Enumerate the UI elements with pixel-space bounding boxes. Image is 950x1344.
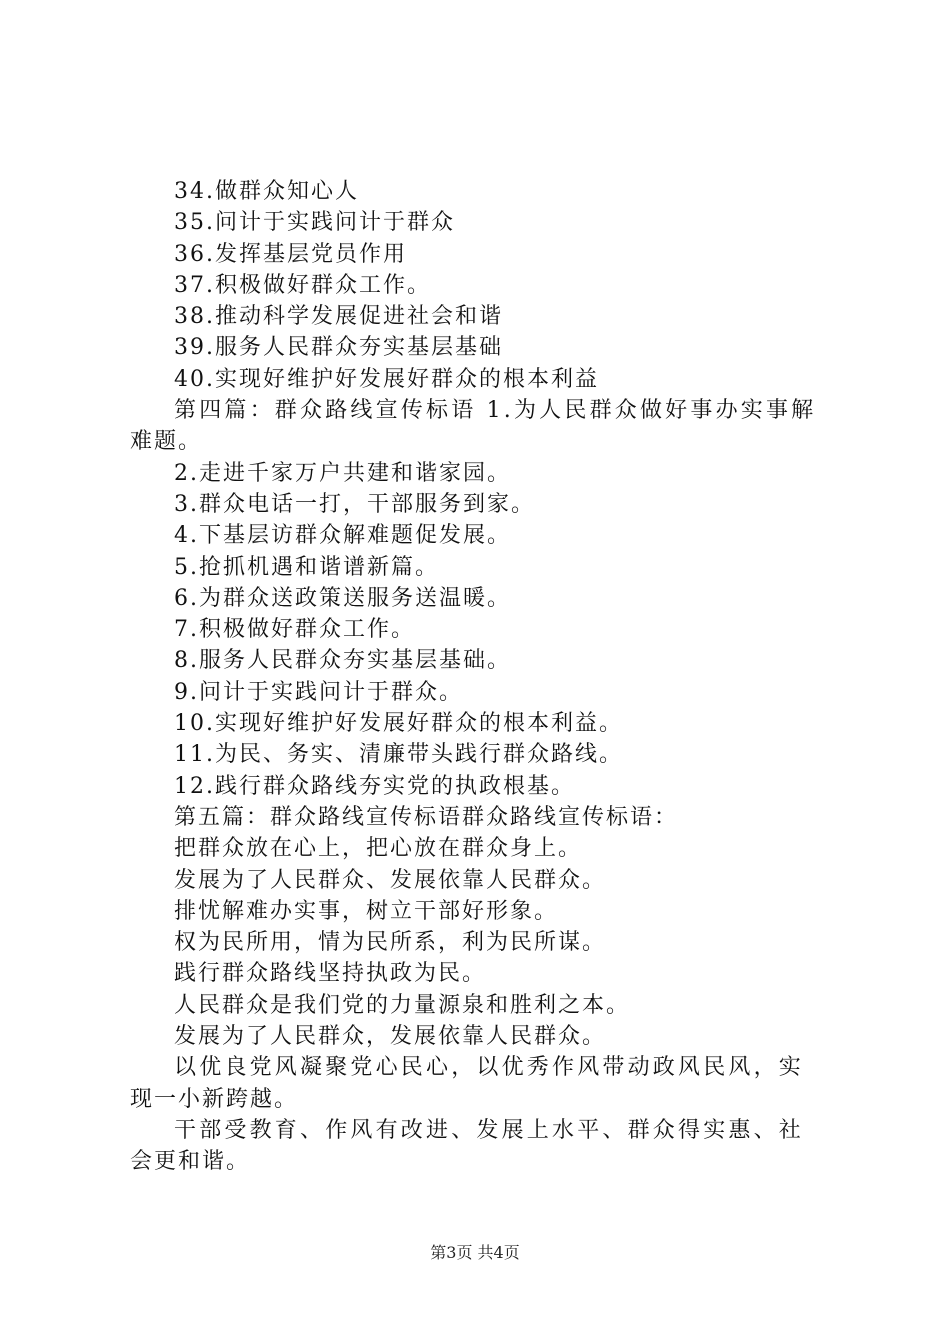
text-line: 9.问计于实践问计于群众。 [174,679,463,705]
text-line: 发展为了人民群众，发展依靠人民群众。 [174,1024,607,1050]
text-line: 38.推动科学发展促进社会和谐 [174,304,503,330]
text-line: 34.做群众知心人 [174,179,359,204]
text-line: 发展为了人民群众、发展依靠人民群众。 [174,867,607,893]
text-line: 难题。 [130,429,203,455]
text-line: 7.积极做好群众工作。 [174,617,415,643]
section-heading-line: 第五篇：群众路线宣传标语群众路线宣传标语： [174,804,679,830]
text-line: 39.服务人民群众夯实基层基础 [174,335,503,361]
text-line: 11.为民、务实、清廉带头践行群众路线。 [174,742,623,768]
text-line: 4.下基层访群众解难题促发展。 [174,523,511,549]
text-line: 以优良党风凝聚党心民心，以优秀作风带动政风民风，实 [174,1055,805,1081]
text-line: 6.为群众送政策送服务送温暖。 [174,585,511,611]
document-body [130,176,830,1178]
page-footer: 第3页 共4页 [430,1243,520,1262]
text-line: 排忧解难办实事，树立干部好形象。 [174,898,559,924]
text-line: 35.问计于实践问计于群众 [174,210,455,236]
text-line: 权为民所用，情为民所系，利为民所谋。 [174,930,607,956]
text-line: 12.践行群众路线夯实党的执政根基。 [174,773,575,799]
text-line: 8.服务人民群众夯实基层基础。 [174,648,511,674]
text-line: 5.抢抓机遇和谐谱新篇。 [174,554,439,580]
text-line: 把群众放在心上，把心放在群众身上。 [174,836,583,862]
text-line: 37.积极做好群众工作。 [174,272,431,298]
text-line: 现一小新跨越。 [130,1086,299,1112]
text-line: 2.走进千家万户共建和谐家园。 [174,460,511,486]
text-line: 10.实现好维护好发展好群众的根本利益。 [174,711,623,737]
text-line: 践行群众路线坚持执政为民。 [174,961,487,987]
section-heading-line: 第四篇：群众路线宣传标语 1.为人民群众做好事办实事解 [174,398,817,424]
text-line: 会更和谐。 [130,1149,251,1175]
text-line: 干部受教育、作风有改进、发展上水平、群众得实惠、社 [174,1117,805,1143]
text-line: 3.群众电话一打，干部服务到家。 [174,491,535,517]
text-line: 人民群众是我们党的力量源泉和胜利之本。 [174,992,631,1018]
text-line: 40.实现好维护好发展好群众的根本利益 [174,366,599,392]
text-line: 36.发挥基层党员作用 [174,241,407,267]
